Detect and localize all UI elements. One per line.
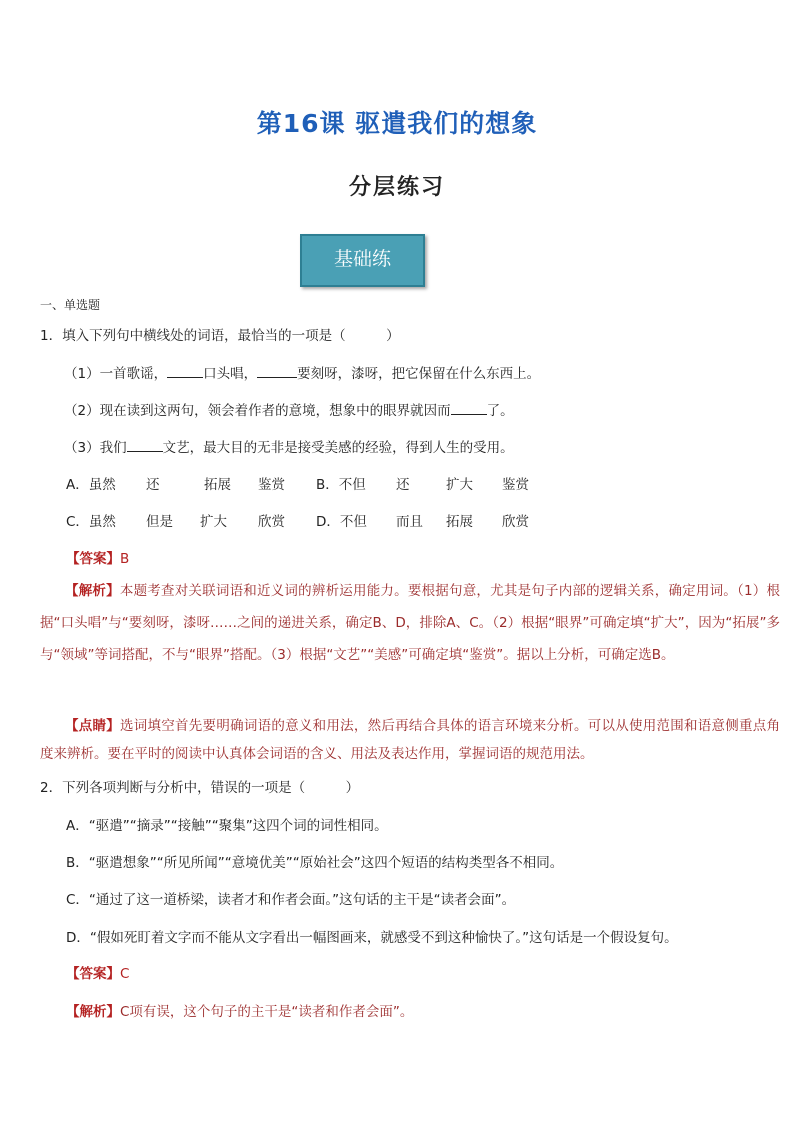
q1-s2-part-b: 了。 <box>486 403 514 419</box>
option-c-word: 扩大 <box>200 514 227 530</box>
analysis-text: C项有误，这个句子的主干是“读者和作者会面”。 <box>120 1004 414 1020</box>
option-a-word: 还 <box>146 477 160 493</box>
q2-option-d: D．“假如死盯着文字而不能从文字看出一幅图画来，就感受不到这种愉快了。”这句话是一个假设复句。 <box>66 930 678 946</box>
q1-stem: 1．填入下列句中横线处的词语，最恰当的一项是（ ） <box>40 328 400 344</box>
q2-option-b: B．“驱遣想象”“所见所闻”“意境优美”“原始社会”这四个短语的结构类型各不相同。 <box>66 855 564 871</box>
option-b-word: 鉴赏 <box>502 477 529 493</box>
blank-line <box>127 439 163 452</box>
option-d-word: 拓展 <box>446 514 473 530</box>
q1-tip <box>40 712 780 768</box>
option-c-label: C．虽然 <box>66 514 116 530</box>
tip-text: 选词填空首先要明确词语的意义和用法，然后再结合具体的语言环境来分析。可以从使用范围和语意侧重点角度来辨析。要在平时的阅读中认真体会词语的含义、用法及表达作用，掌握词语的规范用法。 <box>40 718 781 762</box>
option-d-word: 而且 <box>396 514 423 530</box>
blank-line <box>451 402 487 415</box>
option-c-word: 但是 <box>146 514 173 530</box>
q2-option-c: C．“通过了这一道桥梁，读者才和作者会面。”这句话的主干是“读者会面”。 <box>66 892 516 908</box>
option-b-label: B．不但 <box>316 477 366 493</box>
page-subtitle: 分层练习 <box>348 175 445 200</box>
answer-label: 【答案】 <box>66 551 120 567</box>
basic-practice-badge: 基础练 <box>300 234 425 287</box>
answer-label: 【答案】 <box>66 966 120 982</box>
q1-options-row-1 <box>66 473 529 493</box>
q2-answer <box>66 962 129 982</box>
q1-answer <box>66 547 129 567</box>
q1-sentence-1 <box>64 362 540 382</box>
q1-s1-part-c: 要刻呀，漆呀，把它保留在什么东西上。 <box>297 366 541 382</box>
blank-line <box>167 365 203 378</box>
q1-s3-part-a: （3）我们 <box>64 440 127 456</box>
option-d-label: D．不但 <box>316 514 367 530</box>
option-a-word: 鉴赏 <box>258 477 285 493</box>
blank-line <box>257 365 297 378</box>
option-c-word: 欣赏 <box>258 514 285 530</box>
q1-sentence-2 <box>64 399 514 419</box>
q1-analysis <box>40 575 780 671</box>
q2-stem: 2．下列各项判断与分析中，错误的一项是（ ） <box>40 780 360 796</box>
q1-s1-part-a: （1）一首歌谣， <box>64 366 168 382</box>
analysis-text: 本题考查对关联词语和近义词的辨析运用能力。要根据句意，尤其是句子内部的逻辑关系，确定用词。（1）根据“口头唱”与“要刻呀，漆呀……之间的递进关系，确定B、D，排除A、C。（2）根据“眼界”可确定填“扩大”，因为“拓展”多与“领域”等词搭配，不与“眼界”搭配。（3）根据“文艺”“美感”可确定填“鉴赏”。据以上分析，可确定选B。 <box>40 583 780 663</box>
option-a-word: 拓展 <box>204 477 231 493</box>
q1-options-row-2 <box>66 510 529 530</box>
section-heading: 一、单选题 <box>40 298 101 312</box>
q1-s2-part-a: （2）现在读到这两句，领会着作者的意境，想象中的眼界就因而 <box>64 403 451 419</box>
option-a-label: A．虽然 <box>66 477 116 493</box>
answer-value: B <box>120 551 130 567</box>
option-d-word: 欣赏 <box>502 514 529 530</box>
option-b-word: 扩大 <box>446 477 473 493</box>
q2-option-a: A．“驱遣”“摘录”“接触”“聚集”这四个词的词性相同。 <box>66 818 388 834</box>
option-b-word: 还 <box>396 477 410 493</box>
answer-value: C <box>120 966 130 982</box>
q1-s1-part-b: 口头唱， <box>203 366 258 382</box>
q2-analysis <box>66 1000 413 1020</box>
analysis-label: 【解析】 <box>65 583 120 599</box>
tip-label: 【点睛】 <box>65 718 121 734</box>
q1-s3-part-b: 文艺，最大目的无非是接受美感的经验，得到人生的受用。 <box>162 440 514 456</box>
q1-sentence-3 <box>64 436 514 456</box>
analysis-label: 【解析】 <box>66 1004 120 1020</box>
lesson-title: 第16课 驱遣我们的想象 <box>256 109 538 138</box>
